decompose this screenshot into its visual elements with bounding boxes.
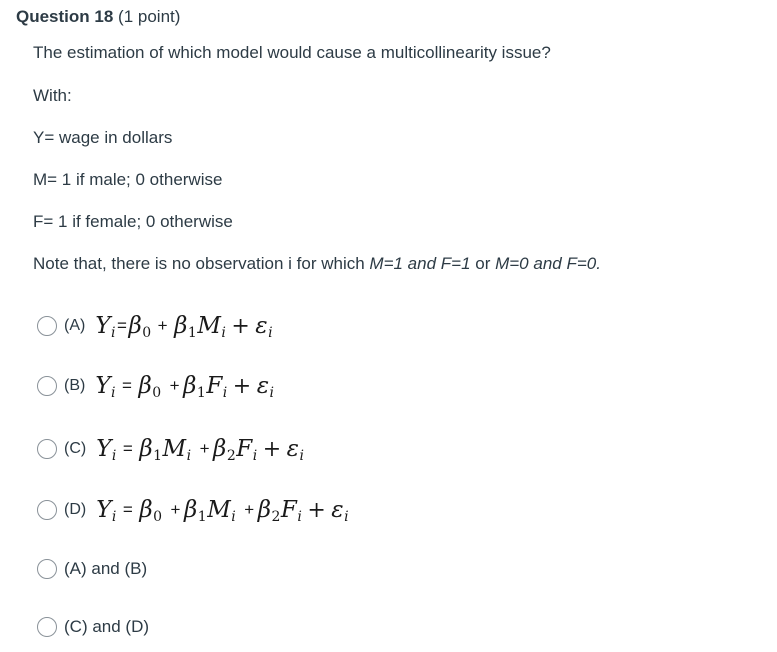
formula-subscript: i	[231, 509, 237, 525]
formula-plus: +	[199, 439, 211, 458]
note-case-2: M=0 and F=0.	[495, 254, 601, 273]
formula-d	[96, 497, 349, 523]
formula-plus: +	[169, 376, 181, 395]
formula-plus: +	[307, 498, 327, 523]
option-letter-c: (C)	[64, 440, 87, 457]
option-letter-b: (B)	[64, 377, 86, 394]
with-label: With:	[33, 86, 72, 105]
formula-symbol: β	[213, 436, 227, 462]
formula-symbol: M	[207, 497, 232, 523]
definition-y: Y= wage in dollars	[33, 128, 173, 147]
note-joiner: or	[470, 254, 496, 273]
formula-symbol: β	[139, 436, 154, 462]
radio-button-d[interactable]	[37, 500, 57, 520]
formula-symbol: Y	[95, 313, 112, 339]
formula-symbol: F	[206, 373, 223, 399]
question-points: (1 point)	[118, 7, 181, 26]
formula-symbol: β	[138, 373, 153, 399]
formula-symbol: Y	[96, 497, 112, 523]
definition-f: F= 1 if female; 0 otherwise	[33, 212, 233, 231]
formula-subscript: i	[344, 509, 350, 525]
formula-plus: +	[231, 314, 251, 339]
formula-equals: =	[122, 439, 134, 458]
radio-button-b[interactable]	[37, 376, 57, 396]
formula-subscript: i	[268, 325, 274, 341]
formula-equals: =	[117, 316, 128, 335]
formula-symbol: F	[236, 436, 253, 462]
formula-subscript: 0	[152, 385, 162, 401]
radio-button-c[interactable]	[37, 439, 57, 459]
radio-button-c-and-d[interactable]	[37, 617, 57, 637]
formula-subscript: i	[111, 385, 116, 401]
formula-subscript: i	[297, 509, 303, 525]
formula-plus: +	[232, 374, 252, 399]
formula-symbol: ε	[286, 436, 300, 462]
answer-option-a[interactable]	[37, 313, 273, 339]
answer-option-d[interactable]	[37, 497, 349, 523]
formula-plus: +	[244, 500, 255, 519]
formula-symbol: ε	[331, 497, 345, 523]
formula-symbol: ε	[255, 313, 269, 339]
definition-m: M= 1 if male; 0 otherwise	[33, 170, 223, 189]
answer-option-b[interactable]	[37, 373, 275, 399]
formula-c	[96, 436, 304, 462]
formula-plus: +	[170, 500, 181, 519]
formula-subscript: i	[111, 509, 117, 525]
formula-b	[95, 373, 274, 399]
formula-symbol: β	[174, 313, 188, 339]
formula-symbol: M	[197, 313, 222, 339]
formula-subscript: 2	[271, 509, 281, 525]
formula-symbol: M	[162, 436, 187, 462]
question-title: Question 18	[16, 7, 114, 26]
radio-button-a[interactable]	[37, 316, 57, 336]
formula-symbol: β	[183, 497, 198, 523]
answer-option-c[interactable]	[37, 436, 304, 462]
option-letter-a: (A)	[64, 317, 86, 334]
formula-plus: +	[262, 437, 282, 462]
formula-subscript: 1	[196, 385, 207, 401]
formula-subscript: i	[252, 448, 258, 464]
formula-a	[95, 313, 273, 339]
formula-symbol: β	[128, 313, 143, 339]
note-text	[33, 253, 601, 275]
formula-subscript: i	[221, 325, 227, 341]
formula-symbol: β	[139, 497, 154, 523]
answer-option-c-and-d[interactable]	[37, 614, 149, 640]
formula-subscript: i	[111, 325, 116, 341]
note-prefix: Note that, there is no observation i for which	[33, 254, 370, 273]
note-case-1: M=1 and F=1	[369, 254, 471, 273]
formula-subscript: 0	[153, 509, 163, 525]
formula-symbol: F	[280, 497, 298, 523]
formula-symbol: ε	[256, 373, 270, 399]
formula-plus: +	[157, 316, 169, 335]
formula-subscript: 1	[187, 325, 198, 341]
option-label-a-and-b: (A) and (B)	[64, 559, 148, 578]
formula-subscript: i	[222, 385, 228, 401]
formula-symbol: β	[257, 497, 272, 523]
formula-symbol: Y	[95, 373, 112, 399]
formula-subscript: i	[186, 448, 192, 464]
formula-subscript: i	[111, 448, 117, 464]
formula-subscript: 1	[197, 509, 208, 525]
formula-equals: =	[122, 500, 134, 519]
formula-subscript: 2	[226, 448, 237, 464]
question-header	[16, 6, 180, 28]
formula-equals: =	[122, 376, 133, 395]
formula-subscript: i	[269, 385, 275, 401]
option-letter-d: (D)	[64, 501, 87, 518]
radio-button-a-and-b[interactable]	[37, 559, 57, 579]
formula-subscript: 1	[153, 448, 163, 464]
formula-subscript: i	[299, 448, 305, 464]
answer-option-a-and-b[interactable]	[37, 556, 147, 582]
question-prompt: The estimation of which model would cause a multicollinearity issue?	[33, 43, 551, 62]
option-label-c-and-d: (C) and (D)	[64, 617, 150, 636]
formula-symbol: Y	[96, 436, 112, 462]
formula-subscript: 0	[142, 325, 152, 341]
formula-symbol: β	[183, 373, 197, 399]
